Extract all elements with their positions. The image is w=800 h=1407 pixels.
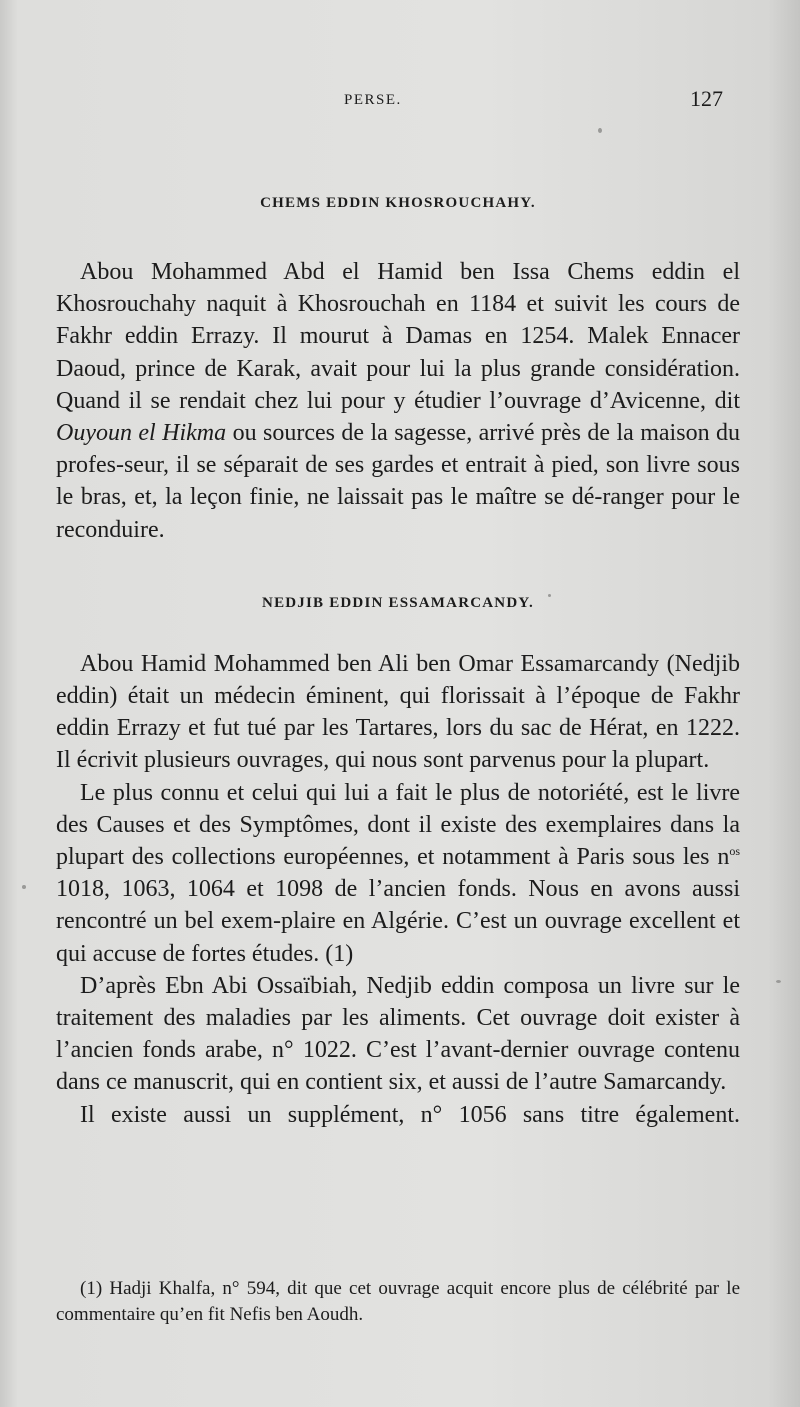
superscript-plural-mark: os bbox=[729, 844, 740, 859]
paragraph-text: ou sources de la sagesse, arrivé près de la maison du profes-seur, il se séparait de ses gardes et entrait à pied, son livre sous le bras, et, la leçon finie, ne laissait pas le maître se dé-ranger pour le reconduire. bbox=[56, 420, 740, 543]
section-heading-chems-eddin: CHEMS EDDIN KHOSROUCHAHY. bbox=[260, 195, 536, 211]
main-text bbox=[56, 188, 740, 1131]
paragraph-nedjib-3: D’après Ebn Abi Ossaïbiah, Nedjib eddin composa un livre sur le traitement des maladies par les aliments. Cet ouvrage doit exister à l’ancien fonds arabe, n° 1022. C’est l’avant-dernier ouvrage contenu dans ce manuscrit, qui en contient six, et aussi de l’autre Samarcandy. bbox=[56, 972, 740, 1096]
paragraph-text: 1018, 1063, 1064 et 1098 de l’ancien fonds. Nous en avons aussi rencontré un bel exem-plaire en Algérie. C’est un ouvrage excellent et qui accuse de fortes études. (1) bbox=[56, 876, 740, 967]
italic-title: Ouyoun el Hikma bbox=[56, 420, 227, 447]
footnote: (1) Hadji Khalfa, n° 594, dit que cet ouvrage acquit encore plus de célébrité par le commentaire qu’en fit Nefis ben Aoudh. bbox=[56, 1278, 740, 1325]
paper-speck bbox=[598, 128, 602, 133]
running-head bbox=[0, 86, 800, 116]
paper-speck bbox=[776, 980, 781, 983]
section-heading-nedjib-eddin: NEDJIB EDDIN ESSAMARCANDY. bbox=[262, 594, 534, 611]
paragraph-text: Le plus connu et celui qui lui a fait le plus de notoriété, est le livre des Causes et des Symptômes, dont il existe des exemplaires dans la plupart des collections européennes, et notamment à Paris sous les n bbox=[56, 779, 740, 871]
paragraph-chems-eddin bbox=[56, 256, 740, 546]
paper-speck bbox=[22, 885, 26, 889]
paragraph-nedjib-2 bbox=[56, 777, 740, 970]
paragraph-nedjib-1: Abou Hamid Mohammed ben Ali ben Omar Essamarcandy (Nedjib eddin) était un médecin éminent, qui florissait à l’époque de Fakhr eddin Errazy et fut tué par les Tartares, lors du sac de Hérat, en 1222. Il écrivit plusieurs ouvrages, qui nous sont parvenus pour la plupart. bbox=[56, 650, 740, 774]
paragraph-text: Abou Mohammed Abd el Hamid ben Issa Chems eddin el Khosrouchahy naquit à Khosrouchah en 1184 et suivit les cours de Fakhr eddin Errazy. Il mourut à Damas en 1254. Malek Ennacer Daoud, prince de Karak, avait pour lui la plus grande considération. Quand il se rendait chez lui pour y étudier l’ouvrage d’Avicenne, dit bbox=[56, 259, 740, 414]
paragraph-nedjib-4: Il existe aussi un supplément, n° 1056 sans titre également. bbox=[80, 1101, 740, 1128]
paper-speck bbox=[548, 594, 551, 597]
page-number: 127 bbox=[690, 86, 723, 111]
running-title: PERSE. bbox=[344, 92, 402, 108]
